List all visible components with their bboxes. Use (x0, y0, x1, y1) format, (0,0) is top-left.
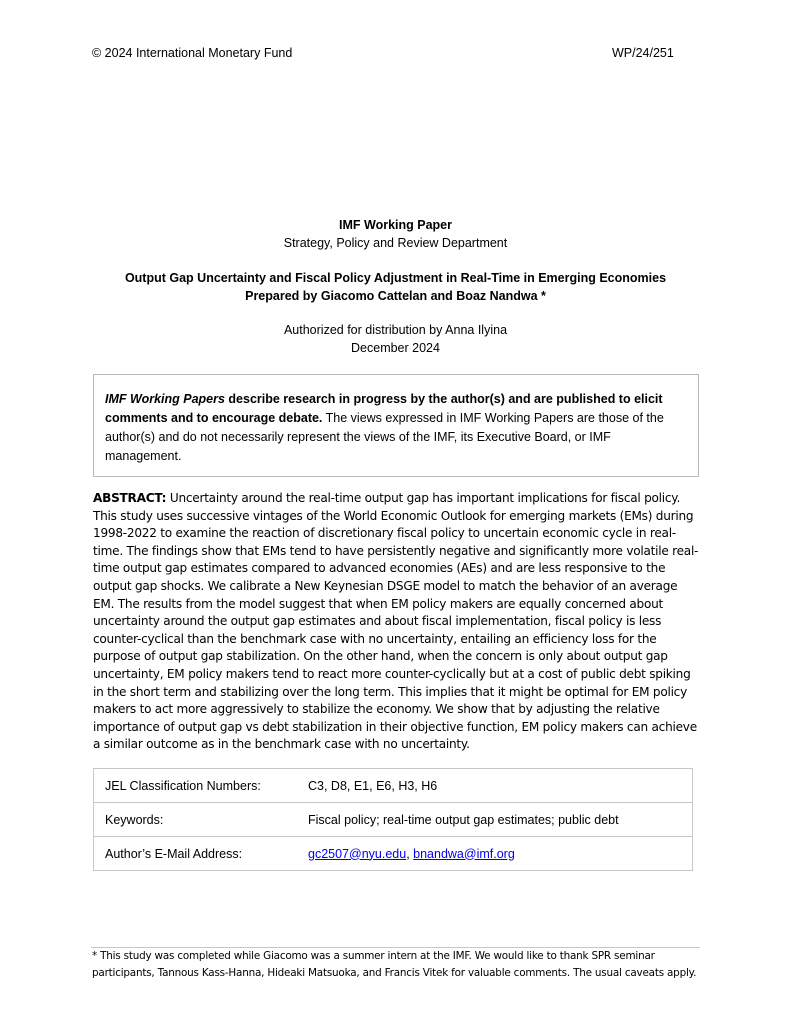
paper-number: WP/24/251 (612, 46, 674, 60)
disclaimer-lead-text: describe research in progress by the author(s) and are published to elicit comments and to encourage debate. (105, 392, 663, 425)
department: Strategy, Policy and Review Department (283, 236, 508, 250)
abstract-label: ABSTRACT: (93, 491, 167, 505)
disclaimer-body: The views expressed in IMF Working Papers are those of the author(s) and do not necessarily represent the views of the IMF, its Executive Board, or IMF management. (105, 411, 664, 463)
keywords-label: Keywords: (94, 803, 309, 837)
keywords-value: Fiscal policy; real-time output gap estimates; public debt (308, 803, 693, 837)
authors-line: Prepared by Giacomo Cattelan and Boaz Nandwa * (245, 289, 546, 303)
copyright-notice: © 2024 International Monetary Fund (92, 46, 293, 60)
metadata-table (93, 768, 693, 871)
email-link-nandwa[interactable]: bnandwa@imf.org (413, 846, 515, 861)
email-link-cattelan[interactable]: gc2507@nyu.edu (308, 846, 407, 861)
email-separator: , (406, 846, 414, 861)
authorized-line: Authorized for distribution by Anna Ilyina (283, 323, 508, 337)
email-label: Author’s E-Mail Address: (94, 837, 309, 871)
email-value (308, 837, 693, 871)
jel-label: JEL Classification Numbers: (94, 769, 309, 803)
table-row (94, 769, 693, 803)
disclaimer-box (93, 374, 699, 477)
table-row (94, 837, 693, 871)
footnote: * This study was completed while Giacomo was a summer intern at the IMF. We would like to thank SPR seminar participants, Tannous Kass-Hanna, Hideaki Matsuoka, and Francis Vitek for valuable comments. The usual caveats apply. (92, 950, 697, 979)
abstract (93, 490, 700, 754)
abstract-text: Uncertainty around the real-time output gap has important implications for fiscal policy. This study uses successive vintages of the World Economic Outlook for emerging markets (EMs) during 1998-2022 to examine the reaction of discretionary fiscal policy to uncertain economic cycle in real-time. The findings show that EMs tend to have persistently negative and significantly more volatile real-time output gap estimates compared to advanced economies (AEs) and are less responsive to the output gap shocks. We calibrate a New Keynesian DSGE model to match the behavior of an average EM. The results from the model suggest that when EM policy makers are equally concerned about uncertainty around the output gap estimates and about fiscal implementation, fiscal policy is less counter-cyclical than the benchmark case with no uncertainty, entailing an efficiency loss for the purpose of output gap stabilization. On the other hand, when the concern is only about output gap uncertainty, EM policy makers tend to react more counter-cyclically but at a cost of public debt spiking in the short term and stabilizing over the long term. This implies that it might be optimal for EM policy makers to act more aggressively to stabilize the economy. We show that by adjusting the relative importance of output gap vs debt stabilization in their objective function, EM policy makers can achieve a similar outcome as in the benchmark case with no uncertainty. (93, 491, 699, 752)
series-title: IMF Working Paper (339, 218, 452, 232)
disclaimer-series-name: IMF Working Papers (105, 392, 225, 406)
publication-date: December 2024 (351, 341, 440, 355)
table-row (94, 803, 693, 837)
jel-value: C3, D8, E1, E6, H3, H6 (308, 769, 693, 803)
paper-title: Output Gap Uncertainty and Fiscal Policy Adjustment in Real-Time in Emerging Economies (124, 271, 667, 285)
